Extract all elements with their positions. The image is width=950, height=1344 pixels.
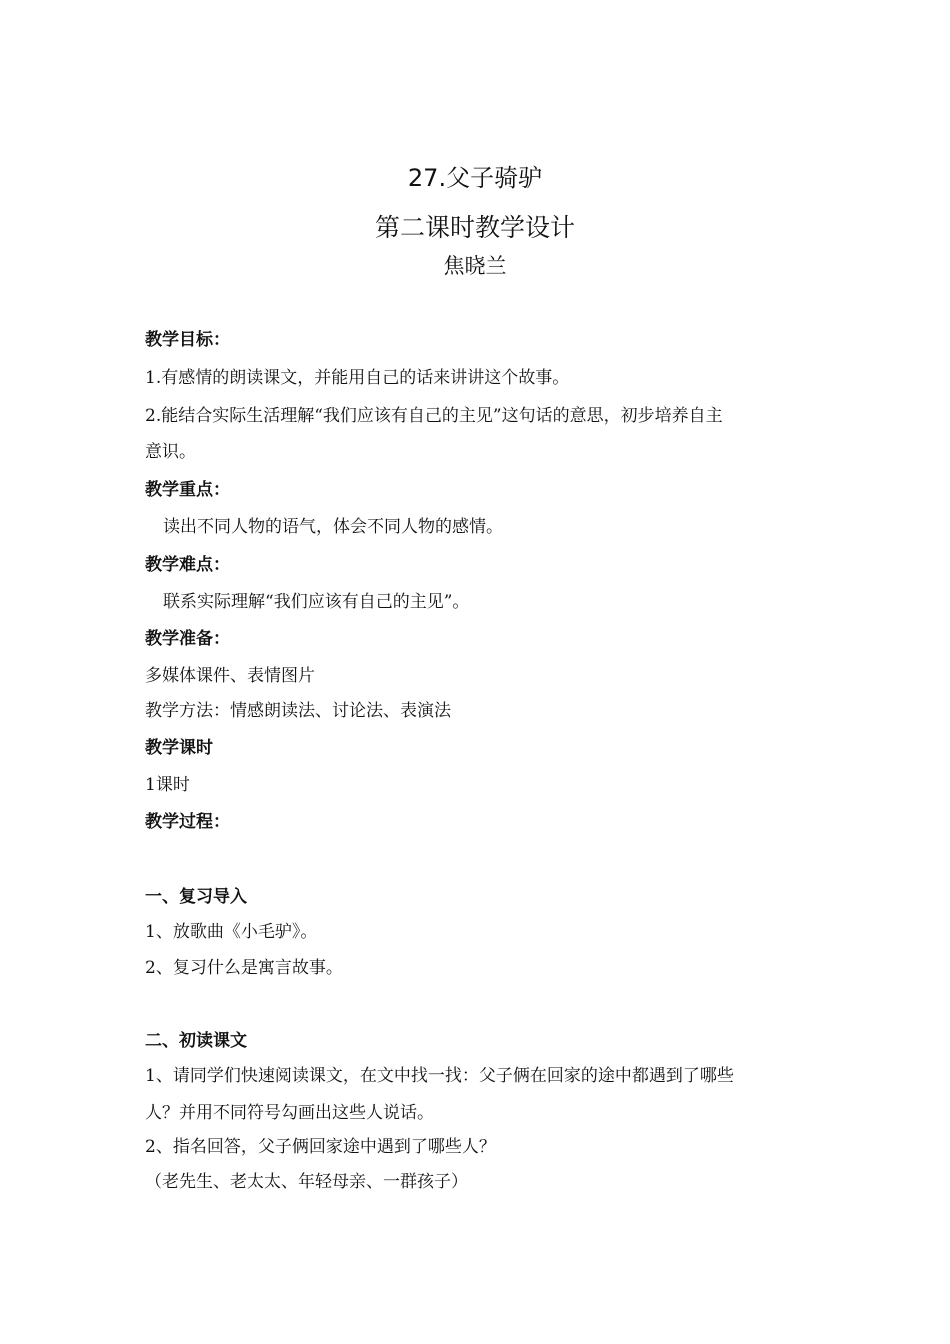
section2-item-1: 1、请同学们快速阅读课文，在文中找一找：父子俩在回家的途中都遇到了哪些 — [145, 1066, 734, 1086]
preparation-text: 多媒体课件、表情图片 — [145, 666, 315, 686]
section2-item-2: 2、指名回答，父子俩回家途中遇到了哪些人？ — [145, 1137, 496, 1157]
section1-item-1: 1、放歌曲《小毛驴》。 — [145, 922, 318, 942]
section1-item-2: 2、复习什么是寓言故事。 — [145, 958, 343, 978]
section2-answer: （老先生、老太太、年轻母亲、一群孩子） — [145, 1172, 468, 1192]
hours-text: 1课时 — [145, 775, 190, 795]
document-subtitle: 第二课时教学设计 — [374, 213, 575, 242]
goal-item-1: 1.有感情的朗读课文，并能用自己的话来讲讲这个故事。 — [145, 368, 570, 388]
difficulties-heading: 教学难点： — [145, 555, 230, 575]
document-title: 27.父子骑驴 — [407, 164, 543, 192]
section2-heading: 二、初读课文 — [145, 1031, 247, 1051]
process-heading: 教学过程： — [145, 812, 230, 832]
hours-heading: 教学课时 — [145, 738, 213, 758]
key-points-heading: 教学重点： — [145, 480, 230, 500]
goal-item-2: 2.能结合实际生活理解“我们应该有自己的主见”这句话的意思，初步培养自主 — [145, 406, 723, 426]
section2-item-1-cont: 人？并用不同符号勾画出这些人说话。 — [145, 1103, 434, 1123]
author-name: 焦晓兰 — [443, 254, 507, 278]
section1-heading: 一、复习导入 — [145, 887, 247, 907]
goals-heading: 教学目标： — [145, 330, 230, 350]
key-points-text: 读出不同人物的语气，体会不同人物的感情。 — [163, 517, 503, 537]
goal-item-2-cont: 意识。 — [145, 442, 196, 462]
difficulties-text: 联系实际理解“我们应该有自己的主见”。 — [163, 592, 470, 612]
methods-text: 教学方法：情感朗读法、讨论法、表演法 — [145, 701, 451, 721]
preparation-heading: 教学准备： — [145, 629, 230, 649]
